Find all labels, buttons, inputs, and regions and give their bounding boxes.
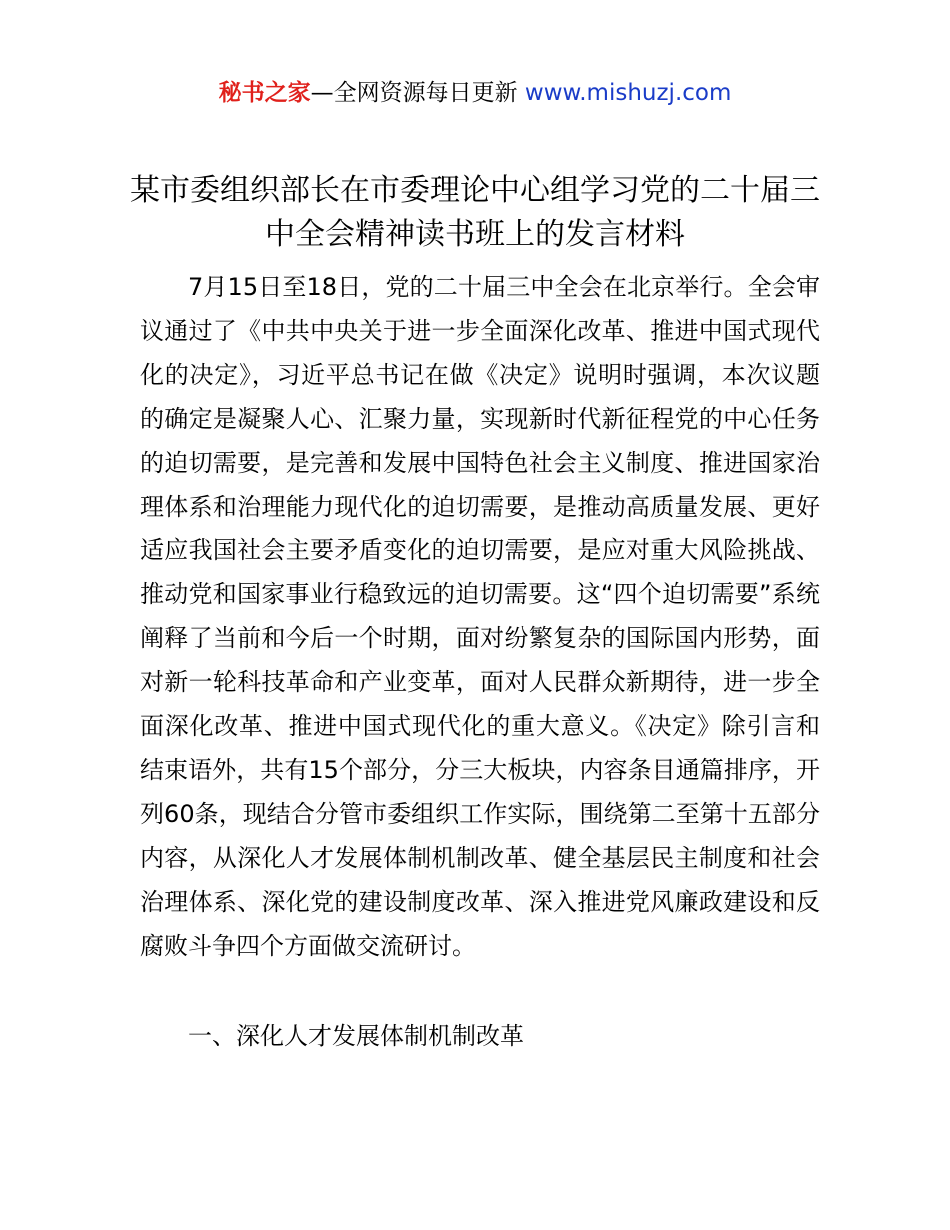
site-url-link[interactable]: www.mishuzj.com xyxy=(524,80,732,106)
site-tagline: —全网资源每日更新 xyxy=(310,80,525,106)
body-paragraph: 7月15日至18日，党的二十届三中全会在北京举行。全会审议通过了《中共中央关于进一步全面深化改革、推进中国式现代化的决定》，习近平总书记在做《决定》说明时强调，本次议题的确定是凝聚人心、汇聚力量，实现新时代新征程党的中心任务的迫切需要，是完善和发展中国特色社会主义制度、推进国家治理体系和治理能力现代化的迫切需要，是推动高质量发展、更好适应我国社会主要矛盾变化的迫切需要，是应对重大风险挑战、推动党和国家事业行稳致远的迫切需要。这“四个迫切需要”系统阐释了当前和今后一个时期，面对纷繁复杂的国际国内形势，面对新一轮科技革命和产业变革，面对人民群众新期待，进一步全面深化改革、推进中国式现代化的重大意义。《决定》除引言和结束语外，共有15个部分，分三大板块，内容条目通篇排序，开列60条，现结合分管市委组织工作实际，围绕第二至第十五部分内容，从深化人才发展体制机制改革、健全基层民主制度和社会治理体系、深化党的建设制度改革、深入推进党风廉政建设和反腐败斗争四个方面做交流研讨。 xyxy=(140,273,820,960)
site-header xyxy=(0,76,950,110)
document-title: 某市委组织部长在市委理论中心组学习党的二十届三中全会精神读书班上的发言材料 xyxy=(130,173,820,252)
site-brand: 秘书之家 xyxy=(218,80,311,106)
section-heading: 一、深化人才发展体制机制改革 xyxy=(188,1022,524,1050)
